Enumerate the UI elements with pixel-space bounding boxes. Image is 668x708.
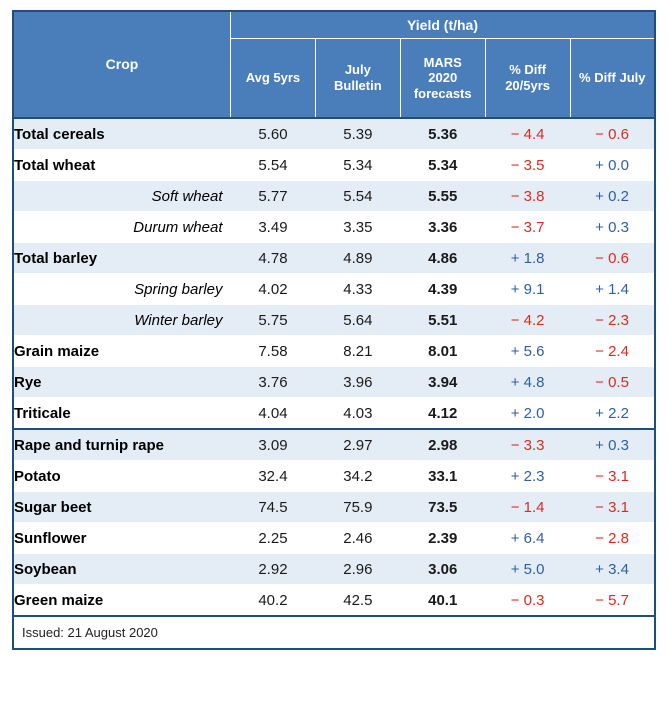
column-header-crop: Crop [13,11,231,118]
cell-diff-20-5yrs: − 3.3 [485,429,570,461]
cell-mars-forecast: 2.39 [400,523,485,554]
cell-july-bulletin: 34.2 [315,461,400,492]
cell-diff-july: − 2.8 [570,523,655,554]
table-row [13,212,655,243]
cell-diff-20-5yrs: + 2.0 [485,398,570,430]
table-row [13,181,655,212]
table-row [13,554,655,585]
cell-mars-forecast: 4.12 [400,398,485,430]
cell-avg5yrs: 3.76 [231,367,316,398]
row-label: Green maize [13,585,231,617]
cell-diff-20-5yrs: − 3.8 [485,181,570,212]
cell-avg5yrs: 3.49 [231,212,316,243]
cell-avg5yrs: 5.60 [231,118,316,150]
cell-avg5yrs: 4.02 [231,274,316,305]
column-header-diff-july: % Diff July [570,39,655,119]
cell-diff-20-5yrs: + 1.8 [485,243,570,274]
column-header-diff-20-5yrs [485,39,570,119]
cell-diff-20-5yrs: − 4.2 [485,305,570,336]
cell-mars-forecast: 2.98 [400,429,485,461]
row-label: Total cereals [13,118,231,150]
table-body [13,118,655,616]
mars-line3: forecasts [413,85,472,101]
cell-avg5yrs: 5.54 [231,150,316,181]
cell-diff-july: + 0.0 [570,150,655,181]
cell-july-bulletin: 3.35 [315,212,400,243]
mars-line1: MARS [423,54,462,70]
table-footer: Issued: 21 August 2020 [12,617,656,650]
table-row [13,429,655,461]
table-row [13,585,655,617]
row-label: Total wheat [13,150,231,181]
cell-mars-forecast: 5.36 [400,118,485,150]
header-row-top [13,11,655,39]
cell-diff-july: − 2.4 [570,336,655,367]
mars-line2: 2020 [428,70,458,86]
cell-mars-forecast: 3.06 [400,554,485,585]
column-group-yield: Yield (t/ha) [231,11,656,39]
cell-avg5yrs: 5.75 [231,305,316,336]
row-label: Soybean [13,554,231,585]
cell-mars-forecast: 40.1 [400,585,485,617]
table-row [13,367,655,398]
cell-july-bulletin: 4.33 [315,274,400,305]
cell-diff-july: + 1.4 [570,274,655,305]
cell-avg5yrs: 4.04 [231,398,316,430]
table-row [13,150,655,181]
cell-diff-july: − 0.6 [570,243,655,274]
cell-mars-forecast: 3.36 [400,212,485,243]
row-label: Spring barley [13,274,231,305]
table-row [13,523,655,554]
cell-july-bulletin: 2.96 [315,554,400,585]
table-row [13,243,655,274]
cell-july-bulletin: 5.34 [315,150,400,181]
july-line1: July [344,62,371,78]
cell-mars-forecast: 8.01 [400,336,485,367]
diff5-line1: % Diff [509,62,547,78]
column-header-avg5yrs: Avg 5yrs [231,39,316,119]
cell-diff-july: − 2.3 [570,305,655,336]
cell-diff-july: − 0.5 [570,367,655,398]
cell-july-bulletin: 8.21 [315,336,400,367]
cell-july-bulletin: 5.64 [315,305,400,336]
cell-mars-forecast: 5.34 [400,150,485,181]
cell-mars-forecast: 5.51 [400,305,485,336]
row-label: Soft wheat [13,181,231,212]
cell-diff-20-5yrs: − 4.4 [485,118,570,150]
cell-mars-forecast: 4.39 [400,274,485,305]
row-label: Triticale [13,398,231,430]
cell-diff-20-5yrs: + 5.0 [485,554,570,585]
table-row [13,492,655,523]
cell-mars-forecast: 4.86 [400,243,485,274]
cell-avg5yrs: 32.4 [231,461,316,492]
cell-july-bulletin: 4.03 [315,398,400,430]
cell-diff-july: + 0.2 [570,181,655,212]
cell-july-bulletin: 5.39 [315,118,400,150]
cell-mars-forecast: 3.94 [400,367,485,398]
cell-avg5yrs: 7.58 [231,336,316,367]
column-header-july-bulletin [315,39,400,119]
cell-avg5yrs: 2.92 [231,554,316,585]
cell-diff-20-5yrs: + 5.6 [485,336,570,367]
cell-diff-july: + 2.2 [570,398,655,430]
cell-july-bulletin: 2.46 [315,523,400,554]
cell-july-bulletin: 3.96 [315,367,400,398]
cell-july-bulletin: 2.97 [315,429,400,461]
row-label: Potato [13,461,231,492]
cell-july-bulletin: 75.9 [315,492,400,523]
cell-avg5yrs: 3.09 [231,429,316,461]
cell-diff-july: + 0.3 [570,429,655,461]
column-header-mars-forecasts [400,39,485,119]
table-row [13,118,655,150]
cell-diff-july: + 3.4 [570,554,655,585]
cell-july-bulletin: 42.5 [315,585,400,617]
row-label: Rape and turnip rape [13,429,231,461]
cell-avg5yrs: 2.25 [231,523,316,554]
cell-diff-20-5yrs: − 3.7 [485,212,570,243]
cell-diff-20-5yrs: + 4.8 [485,367,570,398]
cell-diff-july: − 0.6 [570,118,655,150]
cell-avg5yrs: 4.78 [231,243,316,274]
diff5-line2: 20/5yrs [505,78,551,93]
row-label: Winter barley [13,305,231,336]
table-row [13,398,655,430]
cell-avg5yrs: 40.2 [231,585,316,617]
table-row [13,336,655,367]
table-row [13,461,655,492]
cell-diff-20-5yrs: + 9.1 [485,274,570,305]
cell-diff-20-5yrs: + 2.3 [485,461,570,492]
cell-diff-20-5yrs: − 0.3 [485,585,570,617]
cell-july-bulletin: 4.89 [315,243,400,274]
row-label: Sugar beet [13,492,231,523]
cell-july-bulletin: 5.54 [315,181,400,212]
cell-diff-20-5yrs: + 6.4 [485,523,570,554]
cell-avg5yrs: 74.5 [231,492,316,523]
yield-table [12,10,656,617]
cell-avg5yrs: 5.77 [231,181,316,212]
row-label: Durum wheat [13,212,231,243]
table-header [13,11,655,118]
cell-mars-forecast: 73.5 [400,492,485,523]
july-line2: Bulletin [334,78,382,93]
table-row [13,274,655,305]
cell-diff-july: + 0.3 [570,212,655,243]
cell-mars-forecast: 33.1 [400,461,485,492]
table-row [13,305,655,336]
cell-diff-20-5yrs: − 3.5 [485,150,570,181]
cell-mars-forecast: 5.55 [400,181,485,212]
row-label: Sunflower [13,523,231,554]
row-label: Total barley [13,243,231,274]
row-label: Rye [13,367,231,398]
row-label: Grain maize [13,336,231,367]
cell-diff-20-5yrs: − 1.4 [485,492,570,523]
cell-diff-july: − 3.1 [570,492,655,523]
cell-diff-july: − 3.1 [570,461,655,492]
cell-diff-july: − 5.7 [570,585,655,617]
